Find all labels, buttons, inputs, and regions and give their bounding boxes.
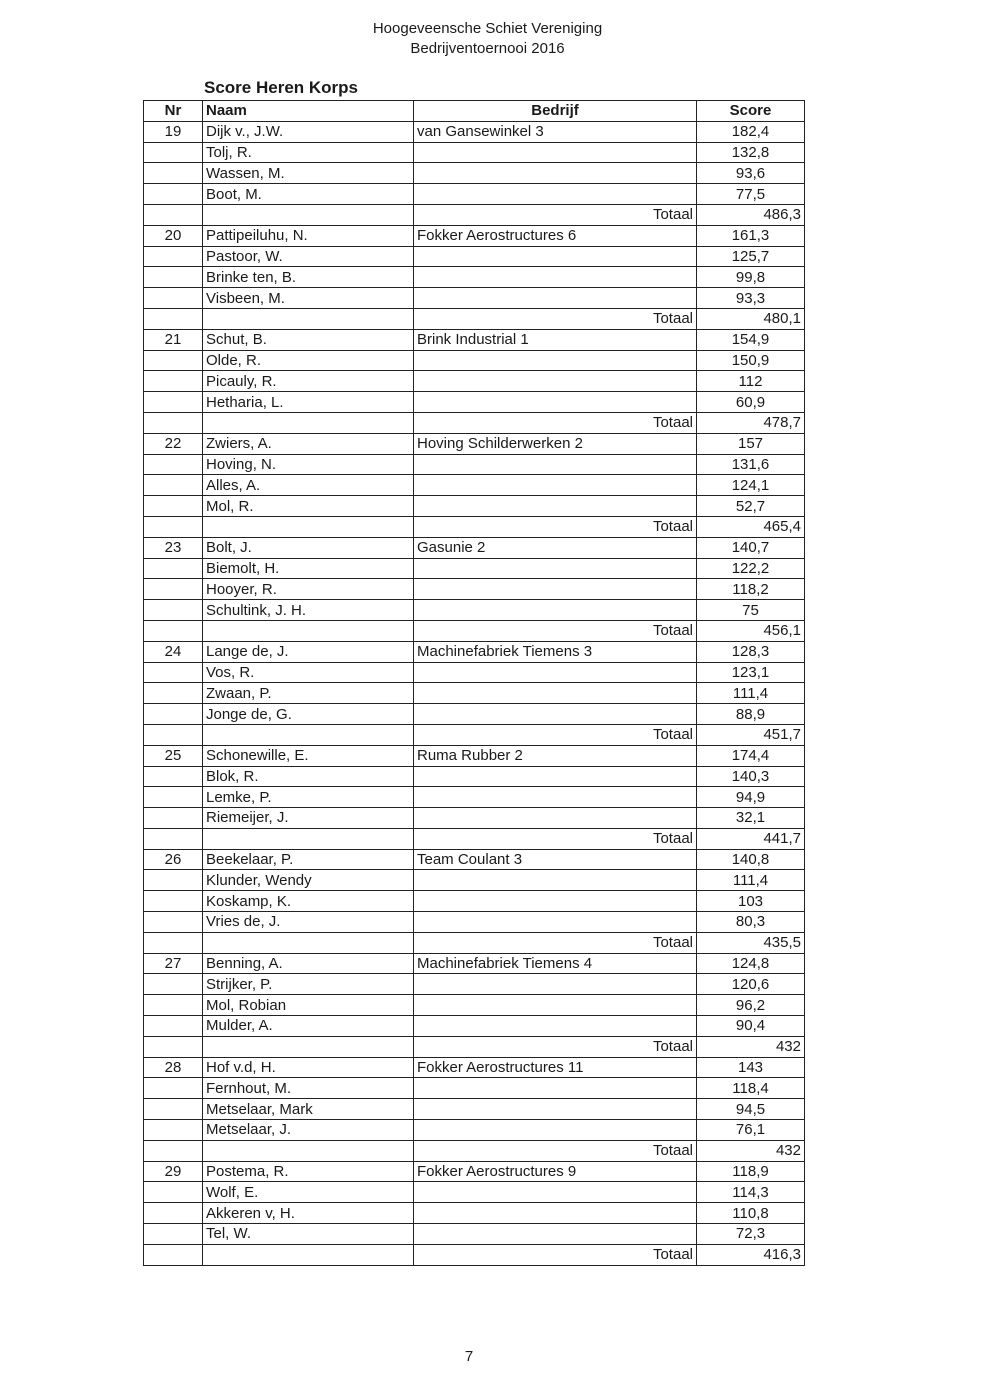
member-score-cell: 99,8	[697, 267, 805, 288]
table-row	[144, 558, 805, 579]
section-title: Score Heren Korps	[204, 78, 358, 97]
empty-cell	[144, 620, 203, 641]
total-label-cell: Totaal	[414, 828, 697, 849]
member-name-cell: Hooyer, R.	[203, 579, 414, 600]
total-label-cell: Totaal	[414, 1036, 697, 1057]
member-name-cell: Blok, R.	[203, 766, 414, 787]
member-name-cell: Riemeijer, J.	[203, 808, 414, 829]
company-cell	[414, 558, 697, 579]
total-label-cell: Totaal	[414, 1140, 697, 1161]
team-number-cell: 25	[144, 745, 203, 766]
team-number-cell	[144, 870, 203, 891]
team-total-cell: 416,3	[697, 1244, 805, 1265]
table-row	[144, 184, 805, 205]
table-row	[144, 1099, 805, 1120]
company-cell	[414, 1224, 697, 1245]
member-score-cell: 93,6	[697, 163, 805, 184]
member-name-cell: Picauly, R.	[203, 371, 414, 392]
company-cell	[414, 1016, 697, 1037]
company-cell	[414, 787, 697, 808]
member-score-cell: 110,8	[697, 1203, 805, 1224]
member-name-cell: Wassen, M.	[203, 163, 414, 184]
empty-cell	[144, 204, 203, 225]
table-row	[144, 1016, 805, 1037]
member-score-cell: 161,3	[697, 225, 805, 246]
table-row	[144, 704, 805, 725]
member-score-cell: 111,4	[697, 870, 805, 891]
table-row	[144, 974, 805, 995]
team-total-cell: 480,1	[697, 308, 805, 329]
team-number-cell	[144, 787, 203, 808]
member-name-cell: Schultink, J. H.	[203, 600, 414, 621]
table-row	[144, 537, 805, 558]
team-number-cell	[144, 1099, 203, 1120]
team-total-cell: 432	[697, 1036, 805, 1057]
member-score-cell: 124,1	[697, 475, 805, 496]
company-cell	[414, 475, 697, 496]
company-cell: Hoving Schilderwerken 2	[414, 433, 697, 454]
company-cell	[414, 579, 697, 600]
team-number-cell	[144, 1120, 203, 1141]
empty-cell	[144, 516, 203, 537]
table-row	[144, 475, 805, 496]
company-cell	[414, 163, 697, 184]
member-score-cell: 122,2	[697, 558, 805, 579]
total-label-cell: Totaal	[414, 308, 697, 329]
team-number-cell	[144, 891, 203, 912]
team-number-cell	[144, 1224, 203, 1245]
company-cell	[414, 995, 697, 1016]
member-name-cell: Jonge de, G.	[203, 704, 414, 725]
table-row	[144, 121, 805, 142]
team-number-cell	[144, 163, 203, 184]
company-cell	[414, 974, 697, 995]
member-name-cell: Lange de, J.	[203, 641, 414, 662]
total-label-cell: Totaal	[414, 516, 697, 537]
company-cell	[414, 1078, 697, 1099]
team-total-row	[144, 932, 805, 953]
team-number-cell: 28	[144, 1057, 203, 1078]
member-name-cell: Fernhout, M.	[203, 1078, 414, 1099]
total-label-cell: Totaal	[414, 412, 697, 433]
empty-cell	[203, 516, 414, 537]
column-header-naam: Naam	[203, 101, 414, 122]
member-score-cell: 77,5	[697, 184, 805, 205]
team-total-cell: 486,3	[697, 204, 805, 225]
table-row	[144, 1182, 805, 1203]
team-number-cell	[144, 1182, 203, 1203]
company-cell: Machinefabriek Tiemens 3	[414, 641, 697, 662]
company-cell	[414, 267, 697, 288]
total-label-cell: Totaal	[414, 932, 697, 953]
member-name-cell: Mulder, A.	[203, 1016, 414, 1037]
member-score-cell: 80,3	[697, 912, 805, 933]
member-name-cell: Hoving, N.	[203, 454, 414, 475]
member-name-cell: Benning, A.	[203, 953, 414, 974]
team-total-cell: 441,7	[697, 828, 805, 849]
table-row	[144, 891, 805, 912]
company-cell: Fokker Aerostructures 6	[414, 225, 697, 246]
company-cell	[414, 142, 697, 163]
member-score-cell: 125,7	[697, 246, 805, 267]
member-name-cell: Akkeren v, H.	[203, 1203, 414, 1224]
member-score-cell: 60,9	[697, 392, 805, 413]
team-number-cell: 23	[144, 537, 203, 558]
table-row	[144, 288, 805, 309]
team-number-cell	[144, 454, 203, 475]
member-score-cell: 140,3	[697, 766, 805, 787]
team-total-row	[144, 828, 805, 849]
company-cell	[414, 912, 697, 933]
member-name-cell: Strijker, P.	[203, 974, 414, 995]
member-name-cell: Schonewille, E.	[203, 745, 414, 766]
team-number-cell	[144, 912, 203, 933]
member-score-cell: 128,3	[697, 641, 805, 662]
table-header-row	[144, 101, 805, 122]
table-row	[144, 745, 805, 766]
member-score-cell: 131,6	[697, 454, 805, 475]
team-number-cell	[144, 371, 203, 392]
table-row	[144, 662, 805, 683]
empty-cell	[144, 724, 203, 745]
team-number-cell	[144, 579, 203, 600]
team-number-cell	[144, 184, 203, 205]
table-row	[144, 995, 805, 1016]
empty-cell	[203, 1244, 414, 1265]
member-score-cell: 111,4	[697, 683, 805, 704]
team-number-cell	[144, 995, 203, 1016]
table-row	[144, 496, 805, 517]
team-number-cell	[144, 496, 203, 517]
member-score-cell: 154,9	[697, 329, 805, 350]
total-label-cell: Totaal	[414, 724, 697, 745]
team-total-cell: 432	[697, 1140, 805, 1161]
table-row	[144, 1057, 805, 1078]
member-score-cell: 88,9	[697, 704, 805, 725]
table-row	[144, 870, 805, 891]
company-cell	[414, 683, 697, 704]
empty-cell	[144, 1036, 203, 1057]
member-name-cell: Metselaar, Mark	[203, 1099, 414, 1120]
table-row	[144, 1078, 805, 1099]
empty-cell	[203, 932, 414, 953]
empty-cell	[144, 1140, 203, 1161]
empty-cell	[203, 412, 414, 433]
member-score-cell: 132,8	[697, 142, 805, 163]
member-name-cell: Zwiers, A.	[203, 433, 414, 454]
company-cell: Brink Industrial 1	[414, 329, 697, 350]
member-name-cell: Mol, Robian	[203, 995, 414, 1016]
company-cell	[414, 766, 697, 787]
team-total-row	[144, 724, 805, 745]
page-number: 7	[464, 1348, 474, 1365]
table-row	[144, 433, 805, 454]
member-score-cell: 52,7	[697, 496, 805, 517]
member-name-cell: Dijk v., J.W.	[203, 121, 414, 142]
empty-cell	[203, 724, 414, 745]
team-number-cell	[144, 475, 203, 496]
table-row	[144, 350, 805, 371]
company-cell	[414, 392, 697, 413]
empty-cell	[144, 412, 203, 433]
member-name-cell: Alles, A.	[203, 475, 414, 496]
company-cell: Fokker Aerostructures 11	[414, 1057, 697, 1078]
empty-cell	[144, 828, 203, 849]
member-name-cell: Pattipeiluhu, N.	[203, 225, 414, 246]
empty-cell	[144, 308, 203, 329]
table-row	[144, 267, 805, 288]
company-cell: Gasunie 2	[414, 537, 697, 558]
member-name-cell: Postema, R.	[203, 1161, 414, 1182]
company-cell: van Gansewinkel 3	[414, 121, 697, 142]
member-score-cell: 114,3	[697, 1182, 805, 1203]
member-score-cell: 93,3	[697, 288, 805, 309]
table-row	[144, 849, 805, 870]
table-row	[144, 787, 805, 808]
empty-cell	[203, 828, 414, 849]
member-name-cell: Wolf, E.	[203, 1182, 414, 1203]
member-score-cell: 112	[697, 371, 805, 392]
empty-cell	[144, 932, 203, 953]
member-score-cell: 76,1	[697, 1120, 805, 1141]
company-cell: Ruma Rubber 2	[414, 745, 697, 766]
team-number-cell	[144, 1078, 203, 1099]
company-cell	[414, 1120, 697, 1141]
table-row	[144, 641, 805, 662]
company-cell	[414, 184, 697, 205]
member-score-cell: 150,9	[697, 350, 805, 371]
member-name-cell: Hetharia, L.	[203, 392, 414, 413]
empty-cell	[203, 1036, 414, 1057]
empty-cell	[203, 1140, 414, 1161]
empty-cell	[203, 620, 414, 641]
team-number-cell: 27	[144, 953, 203, 974]
team-total-cell: 451,7	[697, 724, 805, 745]
team-number-cell	[144, 974, 203, 995]
member-score-cell: 120,6	[697, 974, 805, 995]
team-number-cell	[144, 683, 203, 704]
team-total-row	[144, 308, 805, 329]
table-row	[144, 225, 805, 246]
company-cell	[414, 454, 697, 475]
member-name-cell: Koskamp, K.	[203, 891, 414, 912]
column-header-nr: Nr	[144, 101, 203, 122]
member-name-cell: Vos, R.	[203, 662, 414, 683]
table-row	[144, 683, 805, 704]
member-name-cell: Bolt, J.	[203, 537, 414, 558]
member-name-cell: Zwaan, P.	[203, 683, 414, 704]
table-row	[144, 371, 805, 392]
member-score-cell: 75	[697, 600, 805, 621]
member-name-cell: Vries de, J.	[203, 912, 414, 933]
team-total-row	[144, 412, 805, 433]
company-cell	[414, 704, 697, 725]
member-name-cell: Lemke, P.	[203, 787, 414, 808]
member-name-cell: Biemolt, H.	[203, 558, 414, 579]
table-body	[144, 121, 805, 1265]
company-cell: Team Coulant 3	[414, 849, 697, 870]
team-number-cell	[144, 350, 203, 371]
member-score-cell: 182,4	[697, 121, 805, 142]
member-score-cell: 94,5	[697, 1099, 805, 1120]
member-score-cell: 94,9	[697, 787, 805, 808]
table-row	[144, 766, 805, 787]
table-row	[144, 1203, 805, 1224]
member-name-cell: Klunder, Wendy	[203, 870, 414, 891]
total-label-cell: Totaal	[414, 204, 697, 225]
table-row	[144, 953, 805, 974]
member-name-cell: Tolj, R.	[203, 142, 414, 163]
company-cell	[414, 891, 697, 912]
column-header-bedrijf: Bedrijf	[414, 101, 697, 122]
table-row	[144, 392, 805, 413]
member-score-cell: 32,1	[697, 808, 805, 829]
company-cell	[414, 246, 697, 267]
member-name-cell: Schut, B.	[203, 329, 414, 350]
member-score-cell: 103	[697, 891, 805, 912]
empty-cell	[144, 1244, 203, 1265]
company-cell: Fokker Aerostructures 9	[414, 1161, 697, 1182]
member-score-cell: 140,8	[697, 849, 805, 870]
member-name-cell: Visbeen, M.	[203, 288, 414, 309]
team-number-cell	[144, 558, 203, 579]
team-total-row	[144, 204, 805, 225]
team-number-cell	[144, 1203, 203, 1224]
score-table	[143, 100, 805, 1266]
table-row	[144, 163, 805, 184]
company-cell	[414, 496, 697, 517]
member-score-cell: 90,4	[697, 1016, 805, 1037]
company-cell	[414, 288, 697, 309]
organization-title: Hoogeveensche Schiet Vereniging	[372, 20, 603, 37]
team-number-cell: 26	[144, 849, 203, 870]
team-total-cell: 465,4	[697, 516, 805, 537]
table-row	[144, 142, 805, 163]
company-cell	[414, 1099, 697, 1120]
team-total-cell: 478,7	[697, 412, 805, 433]
company-cell	[414, 662, 697, 683]
empty-cell	[203, 308, 414, 329]
table-row	[144, 600, 805, 621]
column-header-score: Score	[697, 101, 805, 122]
member-score-cell: 123,1	[697, 662, 805, 683]
team-number-cell: 29	[144, 1161, 203, 1182]
event-title: Bedrijventoernooi 2016	[410, 40, 565, 57]
table-row	[144, 246, 805, 267]
total-label-cell: Totaal	[414, 1244, 697, 1265]
company-cell: Machinefabriek Tiemens 4	[414, 953, 697, 974]
team-total-row	[144, 620, 805, 641]
member-name-cell: Hof v.d, H.	[203, 1057, 414, 1078]
member-score-cell: 157	[697, 433, 805, 454]
member-score-cell: 140,7	[697, 537, 805, 558]
member-name-cell: Brinke ten, B.	[203, 267, 414, 288]
team-number-cell	[144, 246, 203, 267]
member-score-cell: 72,3	[697, 1224, 805, 1245]
member-name-cell: Olde, R.	[203, 350, 414, 371]
team-total-row	[144, 1244, 805, 1265]
table-row	[144, 329, 805, 350]
team-number-cell	[144, 600, 203, 621]
team-total-row	[144, 1036, 805, 1057]
table-row	[144, 454, 805, 475]
team-total-cell: 456,1	[697, 620, 805, 641]
company-cell	[414, 1182, 697, 1203]
total-label-cell: Totaal	[414, 620, 697, 641]
team-number-cell	[144, 142, 203, 163]
member-name-cell: Mol, R.	[203, 496, 414, 517]
team-number-cell: 22	[144, 433, 203, 454]
table-row	[144, 808, 805, 829]
company-cell	[414, 870, 697, 891]
table-row	[144, 1224, 805, 1245]
member-score-cell: 118,9	[697, 1161, 805, 1182]
member-score-cell: 118,4	[697, 1078, 805, 1099]
team-number-cell: 19	[144, 121, 203, 142]
team-number-cell	[144, 704, 203, 725]
team-total-row	[144, 1140, 805, 1161]
team-number-cell	[144, 392, 203, 413]
company-cell	[414, 350, 697, 371]
member-score-cell: 174,4	[697, 745, 805, 766]
member-score-cell: 124,8	[697, 953, 805, 974]
member-name-cell: Beekelaar, P.	[203, 849, 414, 870]
member-name-cell: Metselaar, J.	[203, 1120, 414, 1141]
team-number-cell: 24	[144, 641, 203, 662]
table-row	[144, 1161, 805, 1182]
member-name-cell: Boot, M.	[203, 184, 414, 205]
team-number-cell	[144, 1016, 203, 1037]
member-score-cell: 96,2	[697, 995, 805, 1016]
team-number-cell	[144, 766, 203, 787]
team-number-cell	[144, 288, 203, 309]
table-row	[144, 1120, 805, 1141]
table-row	[144, 579, 805, 600]
team-number-cell	[144, 808, 203, 829]
company-cell	[414, 600, 697, 621]
team-number-cell	[144, 267, 203, 288]
table-row	[144, 912, 805, 933]
company-cell	[414, 808, 697, 829]
team-number-cell: 20	[144, 225, 203, 246]
member-score-cell: 143	[697, 1057, 805, 1078]
empty-cell	[203, 204, 414, 225]
team-total-cell: 435,5	[697, 932, 805, 953]
team-number-cell	[144, 662, 203, 683]
team-number-cell: 21	[144, 329, 203, 350]
member-score-cell: 118,2	[697, 579, 805, 600]
company-cell	[414, 371, 697, 392]
team-total-row	[144, 516, 805, 537]
member-name-cell: Pastoor, W.	[203, 246, 414, 267]
company-cell	[414, 1203, 697, 1224]
member-name-cell: Tel, W.	[203, 1224, 414, 1245]
